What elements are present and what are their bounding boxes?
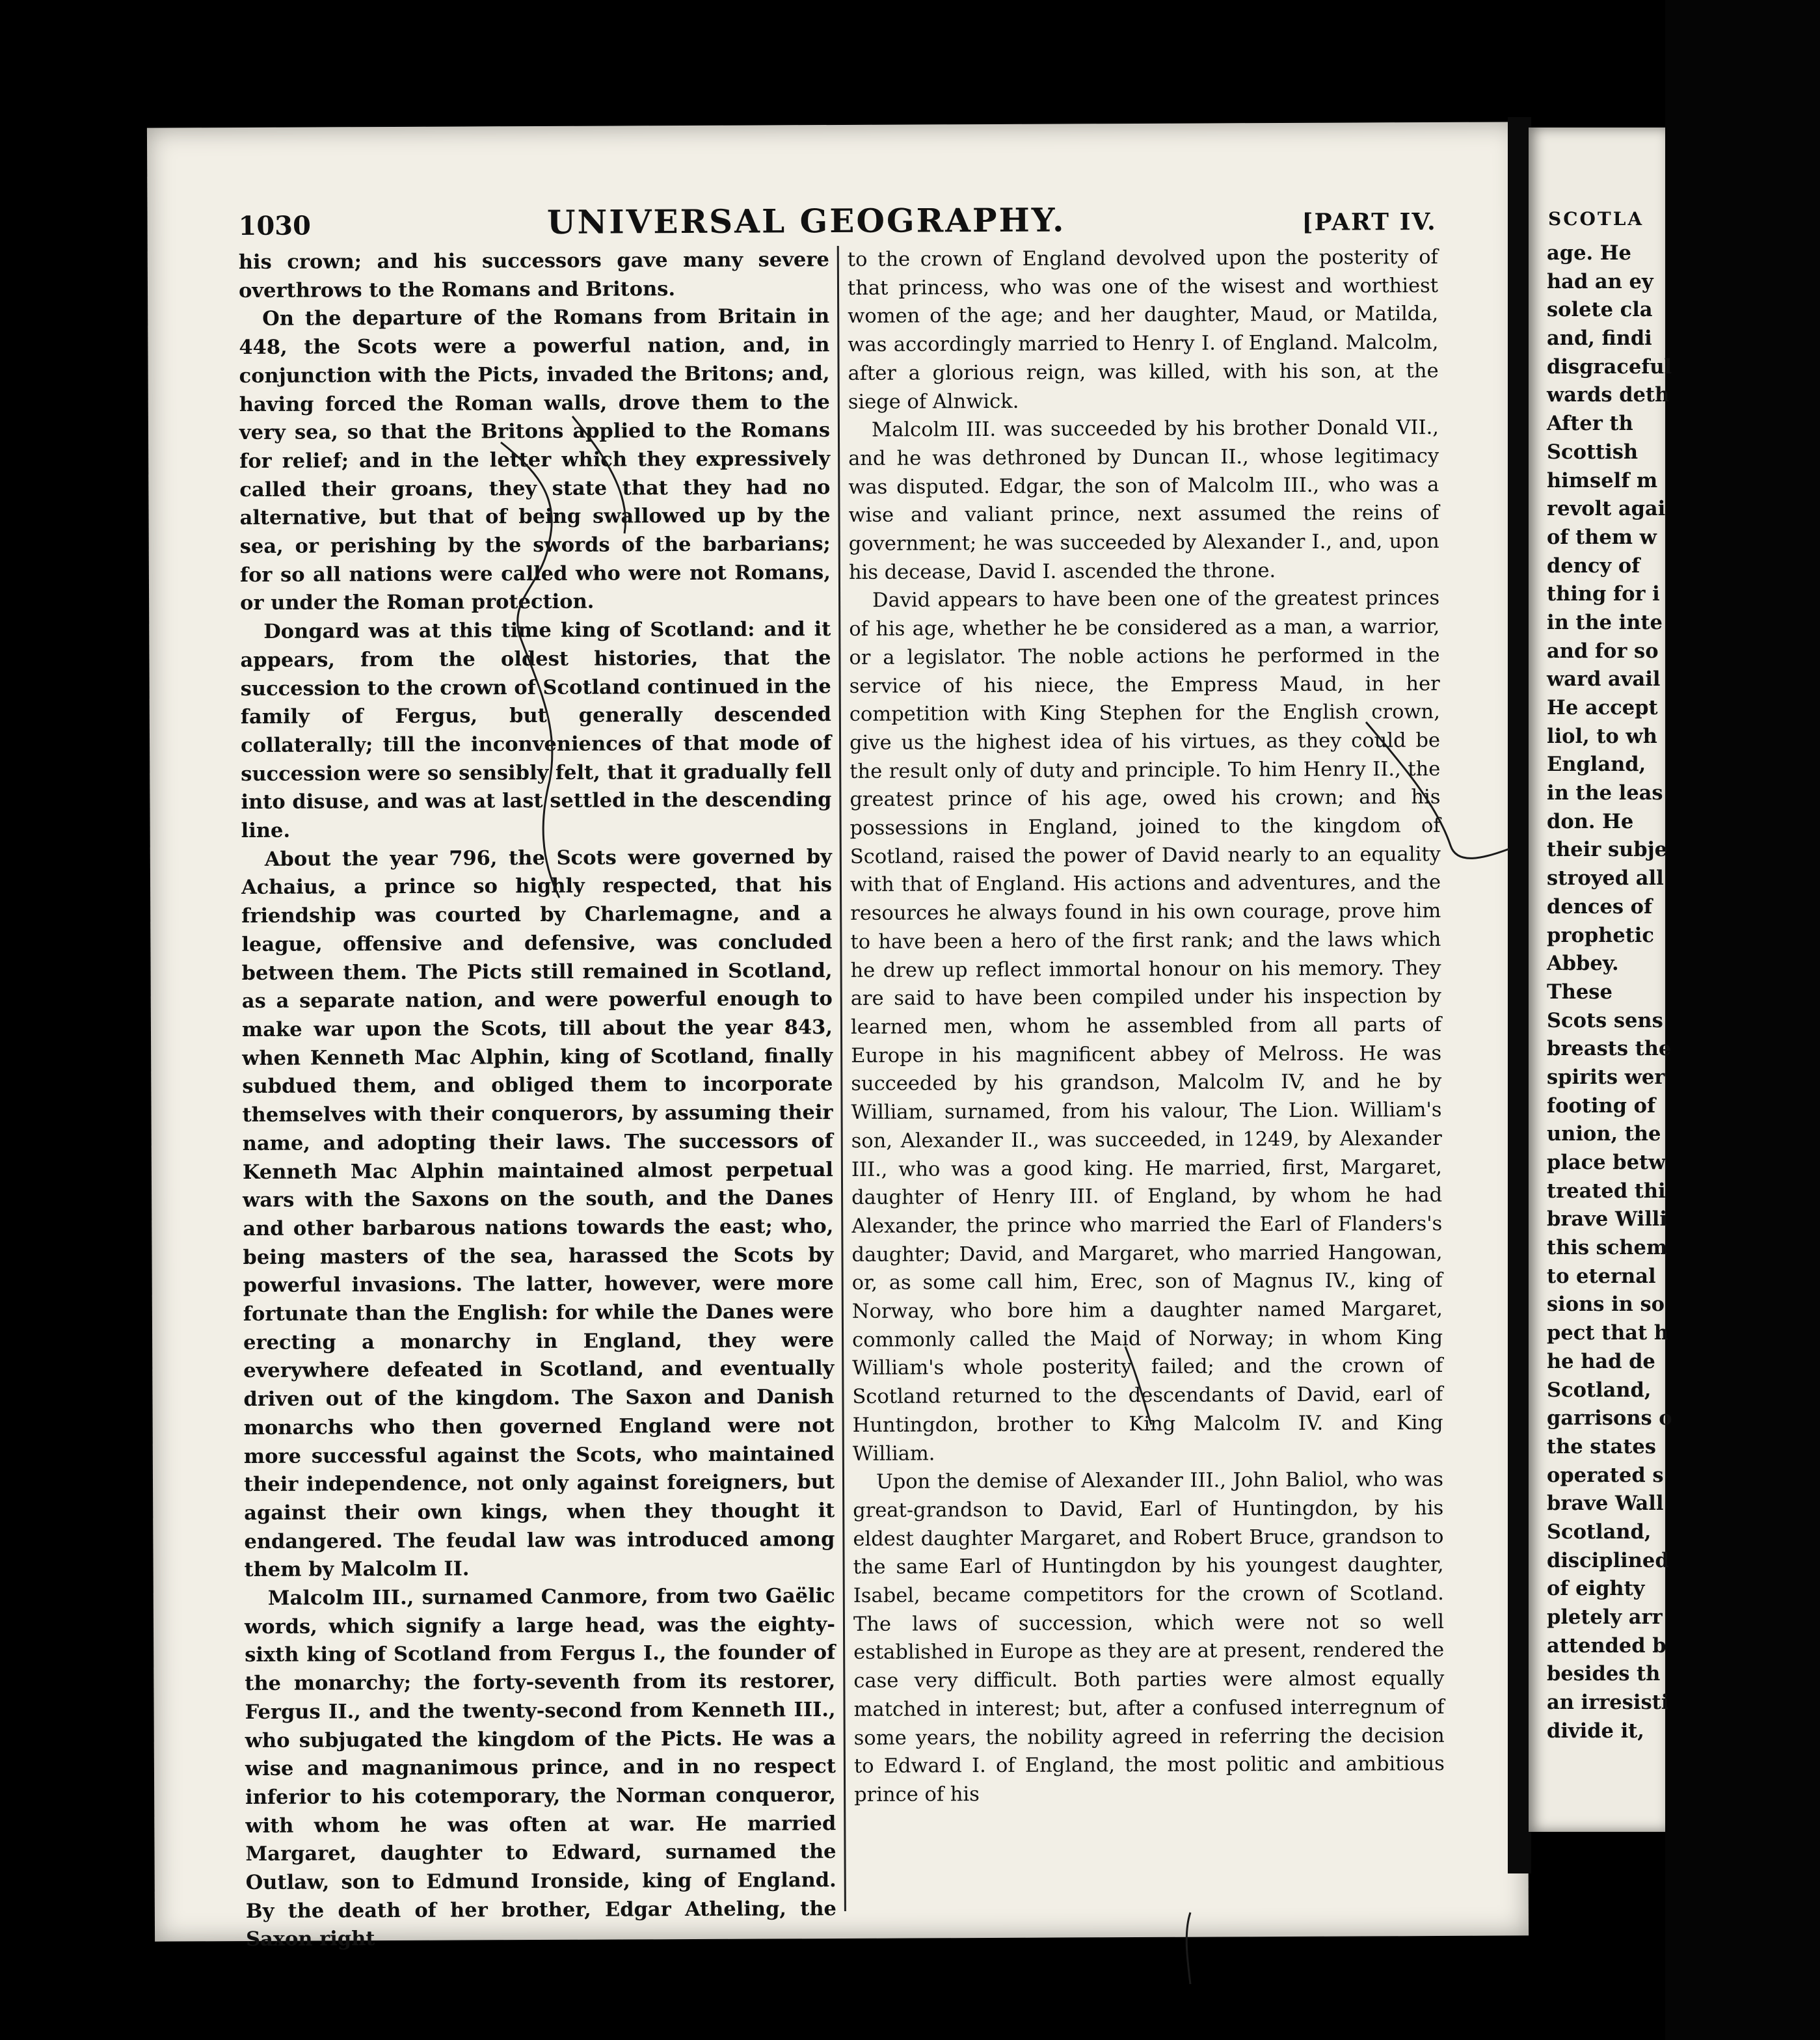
text-line: brave Wall — [1547, 1492, 1664, 1516]
book-gutter — [1508, 117, 1531, 1873]
text-line: in the leas — [1547, 781, 1663, 805]
text-line: He accept — [1547, 696, 1658, 719]
text-line: sions in so — [1547, 1293, 1665, 1317]
text-line: England, — [1547, 753, 1646, 777]
text-line: These — [1547, 980, 1613, 1004]
text-line: stroyed all — [1547, 866, 1664, 891]
text-line: revolt agai — [1547, 497, 1666, 521]
text-line: Scottish — [1547, 440, 1639, 464]
paragraph: Malcolm III., surnamed Canmore, from two Gaëlic words, which signify a large head, was the eighty-sixth king of Scotland from Fergus I., the founder of the monarchy; the forty-seventh from its restorer, Fergus II., and the twenty-second from Kenneth III., who subjugated the kingdom of the Picts. He was a wise and magnanimous prince, and in no respect inferior to his cotemporary, the Norman conqueror, with whom he was often at war. He married Margaret, daughter to Edward, surnamed the Outlaw, son to Edmund Ironside, king of England. By the death of her brother, Edgar Atheling, the Saxon right — [244, 1584, 836, 1952]
text-line: spirits wer — [1547, 1065, 1665, 1089]
facing-page-column — [1547, 239, 1820, 1745]
text-line: the states — [1547, 1434, 1656, 1458]
text-line: brave Willi — [1547, 1207, 1667, 1231]
text-line: an irresisti — [1547, 1691, 1669, 1715]
facing-page-fragment — [1529, 128, 1672, 1832]
text-line: don. He — [1547, 809, 1634, 833]
paragraph: to the crown of England devolved upon the posterity of that princess, who was one of the wisest and worthiest women of the age; and her daughter, Maud, or Matilda, was accordingly married to Henry I. of England. Malcolm, after a glorious reign, was killed, with his son, at the siege of Alnwick. — [847, 245, 1439, 414]
text-line: ward avail — [1547, 667, 1661, 691]
right-text-column — [848, 243, 1445, 1911]
text-line: Scotland, — [1547, 1520, 1652, 1544]
text-line: Abbey. — [1547, 952, 1619, 976]
text-line: and, findi — [1547, 327, 1652, 351]
text-line: Scots sens — [1547, 1008, 1663, 1032]
text-line: liol, to wh — [1547, 724, 1657, 748]
paragraph: About the year 796, the Scots were governed by Achaius, a prince so highly respected, that his friendship was courted by Charlemagne, and a league, offensive and defensive, was concluded between them. The Picts still remained in Scotland, as a separate nation, and were powerful enough to make war upon the Scots, till about the year 843, when Kenneth Mac Alphin, king of Scotland, finally subdued them, and obliged them to incorporate themselves with their conquerors, by assuming their name, and adopting their laws. The successors of Kenneth Mac Alphin maintained almost perpetual wars with the Saxons on the south, and the Danes and other barbarous nations towards the east; who, being masters of the sea, harassed the Scots by powerful invasions. The latter, however, were more fortunate than the English: for while the Danes were erecting a monarchy in England, they were everywhere defeated in Scotland, and eventually driven out of the kingdom. The Saxon and Danish monarchs who then governed England were not more successful against the Scots, who maintained their independence, not only against foreigners, but against their own kings, when they thought it endangered. The feudal law was introduced among them by Malcolm II. — [241, 844, 835, 1582]
paragraph: Upon the demise of Alexander III., John Baliol, who was great-grandson to David, Earl of Huntingdon, by his eldest daughter Margaret, and Robert Bruce, grandson to the same Earl of Huntingdon by his youngest daughter, Isabel, became competitors for the crown of Scotland. The laws of succession, which were not so well established in Europe as they are at present, rendered the case very difficult. Both parties were almost equally matched in interest; but, after a confused interregnum of some years, the nobility agreed in referring the decision to Edward I. of England, the most politic and ambitious prince of his — [853, 1468, 1445, 1806]
paragraph: Malcolm III. was succeeded by his brother Donald VII., and he was dethroned by Duncan II., whose legitimacy was disputed. Edgar, the son of Malcolm III., who was a wise and valiant prince, next assumed the reins of government; he was succeeded by Alexander I., and, upon his decease, David I. ascended the throne. — [848, 416, 1439, 584]
text-line: this schem — [1547, 1236, 1668, 1260]
text-line: had an ey — [1547, 269, 1653, 293]
text-line: divide it, — [1547, 1719, 1644, 1743]
part-label: [PART IV. — [1302, 208, 1437, 236]
text-line: dency of — [1547, 554, 1640, 578]
facing-page-header: SCOTLA — [1548, 208, 1644, 230]
column-divider — [837, 246, 846, 1911]
text-line: thing for i — [1547, 582, 1660, 606]
text-line: disciplined — [1547, 1548, 1669, 1572]
text-line: pletely arr — [1547, 1605, 1663, 1629]
text-line: After th — [1547, 412, 1633, 436]
text-line: operated s — [1547, 1463, 1664, 1487]
text-line: and for so — [1547, 639, 1659, 663]
text-line: union, the — [1547, 1122, 1661, 1146]
running-header — [238, 199, 1436, 243]
text-line: Scotland, — [1547, 1378, 1652, 1402]
text-line: himself m — [1547, 468, 1658, 492]
paragraph: his crown; and his successors gave many severe overthrows to the Romans and Britons. — [238, 248, 829, 302]
text-line: he had de — [1547, 1349, 1655, 1373]
text-line: to eternal — [1547, 1264, 1656, 1288]
book-page — [147, 122, 1529, 1952]
page-title: UNIVERSAL GEOGRAPHY. — [546, 200, 1066, 241]
text-line: of eighty — [1547, 1577, 1645, 1601]
paragraph: Dongard was at this time king of Scotland: and it appears, from the oldest histories, that the succession to the crown of Scotland continued in the family of Fergus, but generally descended collaterally; till the inconveniences of that mode of succession were so sensibly felt, that it gradually fell into disuse, and was at last settled in the descending line. — [240, 617, 832, 843]
text-line: in the inte — [1547, 610, 1663, 634]
text-line: prophetic — [1547, 923, 1654, 947]
page-number: 1030 — [238, 210, 312, 242]
text-line: solete cla — [1547, 298, 1653, 322]
text-line: of them w — [1547, 525, 1657, 549]
text-line: breasts the — [1547, 1037, 1672, 1061]
text-line: garrisons o — [1547, 1406, 1672, 1430]
paragraph: On the departure of the Romans from Britain in 448, the Scots were a powerful nation, and, in conjunction with the Picts, invaded the Britons; and, having forced the Roman walls, drove them to the very sea, so that the Britons applied to the Romans for relief; and in the letter which they expressively called their groans, they state that they had no alternative, but that of being swallowed up by the sea, or perishing by the swords of the barbarians; for so all nations were called who were not Romans, or under the Roman protection. — [239, 304, 831, 615]
text-line: attended b — [1547, 1633, 1666, 1658]
left-text-column — [238, 246, 836, 1952]
text-line: age. He — [1547, 241, 1631, 265]
text-line: footing of — [1547, 1094, 1656, 1118]
text-line: pect that h — [1547, 1321, 1668, 1345]
text-line: dences of — [1547, 894, 1653, 919]
text-line: place betw — [1547, 1151, 1666, 1174]
paragraph: David appears to have been one of the greatest princes of his age, whether he be considered as a man, a warrior, or a legislator. The noble actions he performed in the service of his niece, the Empress Maud, in her competition with King Stephen for the English crown, give us the highest idea of his virtues, as they could be the result only of duty and principle. To him Henry II., the greatest prince of his age, owed his crown; and his possessions in England, joined to the kingdom of Scotland, raised the power of David nearly to an equality with that of England. His actions and adventures, and the resources he always found in his own courage, prove him to have been a hero of the first rank; and the laws which he drew up reflect immortal honour on his memory. They are said to have been compiled under his inspection by learned men, whom he assembled from all parts of Europe in his magnificent abbey of Melross. He was succeeded by his grandson, Malcolm IV, and he by William, surnamed, from his valour, The Lion. William's son, Alexander II., was succeeded, in 1249, by Alexander III., who was a good king. He married, first, Margaret, daughter of Henry III. of England, by whom he had Alexander, the prince who married the Earl of Flanders's daughter; David, and Margaret, who married Hangowan, or, as some call him, Erec, son of Magnus IV., king of Norway, who bore him a daughter named Margaret, commonly called the Maid of Norway; in whom King William's whole posterity failed; and the crown of Scotland returned to the descendants of David, earl of Huntingdon, brother to King Malcolm IV. and King William. — [849, 587, 1443, 1466]
text-line: wards deth — [1547, 383, 1670, 407]
text-line: their subje — [1547, 838, 1668, 862]
text-line: treated thi — [1547, 1179, 1666, 1203]
text-line: besides th — [1547, 1662, 1661, 1686]
text-line: disgraceful — [1547, 355, 1672, 379]
